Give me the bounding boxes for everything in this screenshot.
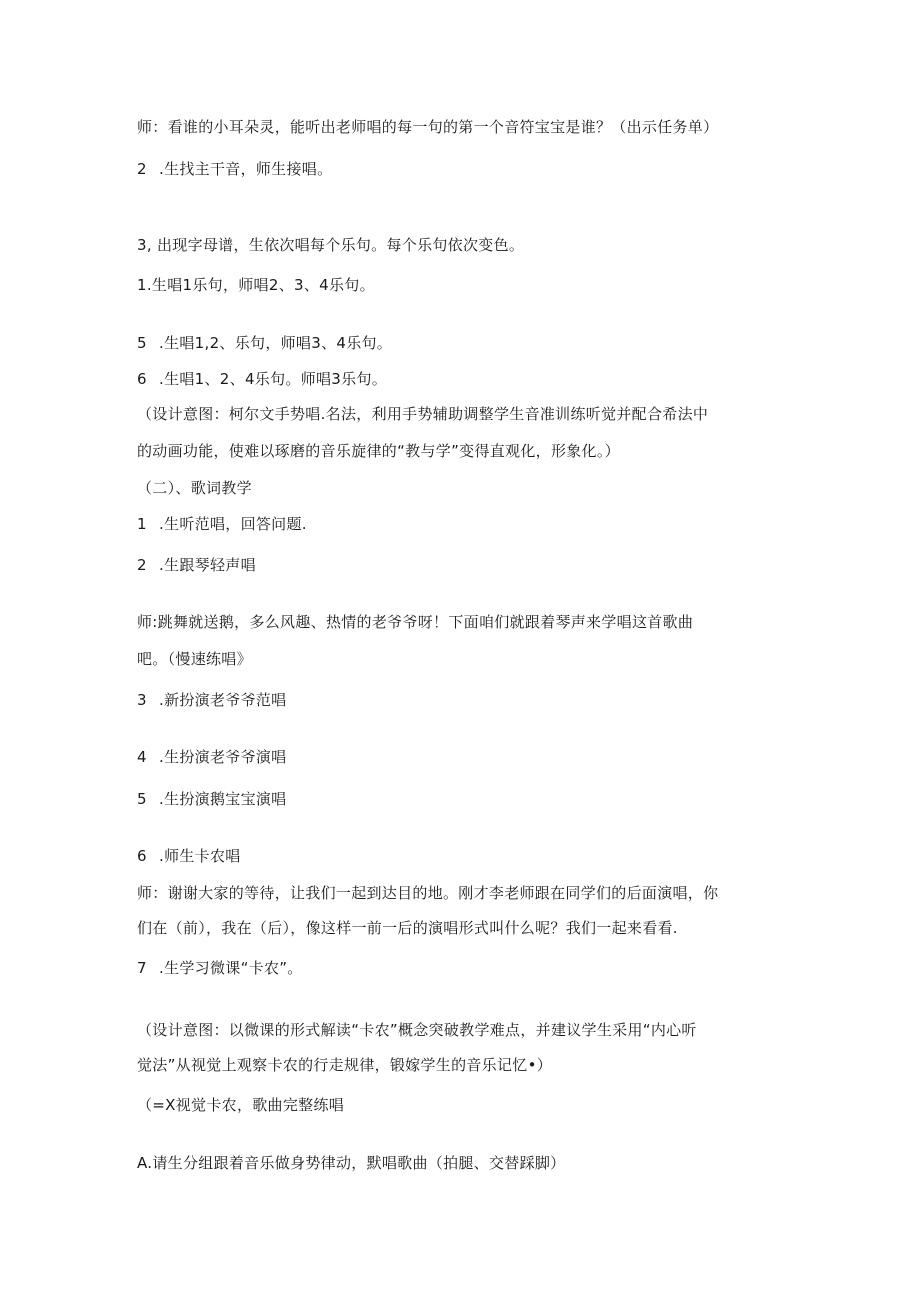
list-number: 2 (137, 556, 147, 574)
list-item-text: .生听范唱，回答问题. (159, 515, 307, 533)
list-item (137, 275, 797, 295)
paragraph-text: 师:跳舞就送鹅，多么风趣、热情的老爷爷呀！下面咱们就跟着琴声来学唱这首歌曲 (137, 613, 694, 631)
paragraph-text: 3, 出现字母谱，生依次唱每个乐句。每个乐句依次变色。 (137, 236, 525, 254)
paragraph (137, 441, 797, 461)
paragraph (137, 918, 797, 938)
list-item-text: A.请生分组跟着音乐做身势律动，默唱歌曲（拍腿、交替踩脚） (137, 1154, 566, 1172)
paragraph (137, 649, 797, 669)
list-item (137, 514, 797, 534)
paragraph-text: （设计意图：柯尔文手势唱.名法，利用手势辅助调整学生音准训练听觉并配合希法中 (137, 405, 709, 423)
list-item-text: .生学习微课“卡农”。 (159, 959, 303, 977)
list-item-text: .生扮演鹅宝宝演唱 (159, 790, 287, 808)
paragraph (137, 404, 797, 424)
list-number: 1 (137, 515, 147, 533)
paragraph (137, 1020, 797, 1040)
list-number: 7 (137, 959, 147, 977)
list-number: 5 (137, 790, 147, 808)
section-heading (137, 478, 797, 498)
list-item-text: .生跟琴轻声唱 (159, 556, 256, 574)
list-item-text: .生唱1、2、4乐句。师唱3乐句。 (159, 370, 388, 388)
list-item-text: .新扮演老爷爷范唱 (159, 691, 287, 709)
paragraph-text: 师：谢谢大家的等待，让我们一起到达目的地。刚才李老师跟在同学们的后面演唱，你 (137, 884, 719, 902)
list-number: 2 (137, 160, 147, 178)
paragraph (137, 235, 797, 255)
list-item (137, 747, 797, 767)
list-item-text: .生扮演老爷爷演唱 (159, 748, 287, 766)
list-number: 6 (137, 847, 147, 865)
section-heading (137, 1095, 797, 1115)
list-item (137, 958, 797, 978)
paragraph-text: （设计意图：以微课的形式解读“卡农”概念突破教学难点，并建议学生采用“内心听 (137, 1021, 697, 1039)
list-item (137, 846, 797, 866)
paragraph-text: 们在（前），我在（后），像这样一前一后的演唱形式叫什么呢？我们一起来看看. (137, 919, 678, 937)
heading-text: （二）、歌词教学 (137, 479, 252, 497)
heading-text: （=X视觉卡农，歌曲完整练唱 (137, 1096, 345, 1114)
paragraph-text: 觉法”从视觉上观察卡农的行走规律，锻嫁学生的音乐记忆•） (137, 1056, 553, 1074)
list-number: 6 (137, 370, 147, 388)
list-number: 4 (137, 748, 147, 766)
paragraph-text: 吧。（慢速练唱》 (137, 650, 252, 668)
paragraph (137, 612, 797, 632)
paragraph-text: 的动画功能，使难以琢磨的音乐旋律的“教与学”变得直观化，形象化。） (137, 442, 620, 460)
paragraph (137, 1055, 797, 1075)
list-item-text: .生找主干音，师生接唱。 (159, 160, 333, 178)
paragraph-text: 师：看谁的小耳朵灵，能听出老师唱的每一句的第一个音符宝宝是谁？（出示任务单） (137, 118, 719, 136)
list-item-text: 1.生唱1乐句，师唱2、3、4乐句。 (137, 276, 375, 294)
paragraph (137, 883, 797, 903)
paragraph (137, 117, 797, 137)
list-item-text: .师生卡农唱 (159, 847, 241, 865)
list-item (137, 369, 797, 389)
list-item-text: .生唱1,2、乐句，师唱3、4乐句。 (159, 334, 393, 352)
list-item (137, 690, 797, 710)
list-item (137, 1153, 797, 1173)
list-item (137, 555, 797, 575)
list-item (137, 159, 797, 179)
list-number: 3 (137, 691, 147, 709)
list-item (137, 333, 797, 353)
list-item (137, 789, 797, 809)
list-number: 5 (137, 334, 147, 352)
